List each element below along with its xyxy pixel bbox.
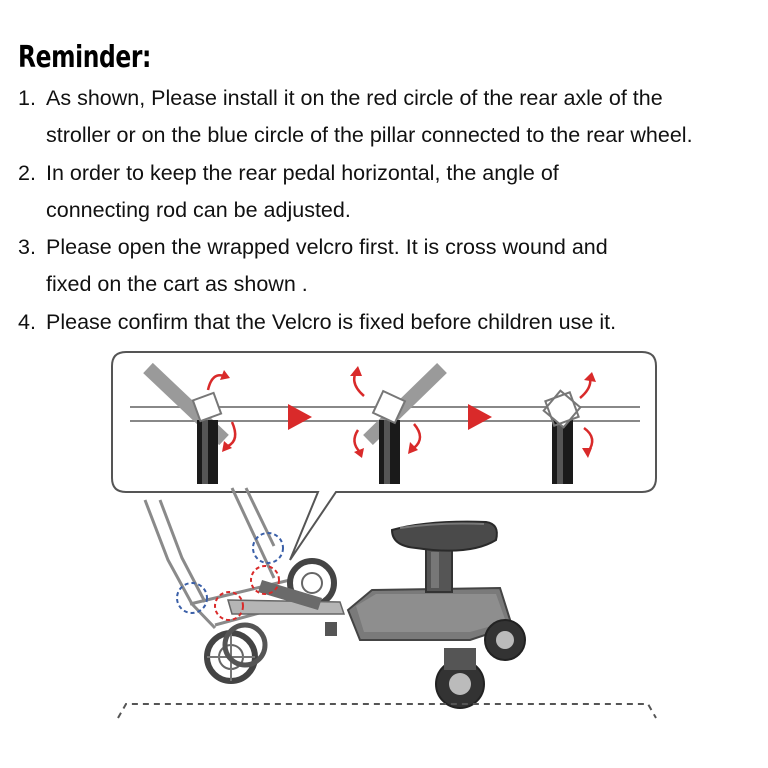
dashed-outline xyxy=(118,704,656,718)
item-text-line1: Please confirm that the Velcro is fixed before children use it. xyxy=(46,309,617,334)
item-number: 3. xyxy=(18,235,36,260)
item-text-line1: As shown, Please install it on the red circle of the rear axle of the xyxy=(46,86,663,110)
list-item xyxy=(18,229,763,304)
instruction-list xyxy=(18,80,763,341)
list-item xyxy=(18,80,763,155)
connecting-rod xyxy=(228,580,344,636)
installation-illustration xyxy=(0,340,768,768)
page-title: Reminder: xyxy=(18,40,151,75)
item-number: 4. xyxy=(18,309,36,334)
item-text-line2: stroller or on the blue circle of the pillar connected to the rear wheel. xyxy=(46,123,693,148)
item-text-line1: In order to keep the rear pedal horizontal, the angle of xyxy=(46,160,559,185)
riding-board-icon xyxy=(348,522,525,708)
item-text-line2: fixed on the cart as shown . xyxy=(46,272,308,297)
list-item xyxy=(18,304,763,341)
list-item xyxy=(18,155,763,230)
item-text-line2: connecting rod can be adjusted. xyxy=(46,197,351,222)
item-number: 2. xyxy=(18,160,36,185)
item-text-line1: Please open the wrapped velcro first. It is cross wound and xyxy=(46,235,608,260)
stroller-icon xyxy=(145,488,334,681)
item-number: 1. xyxy=(18,86,36,110)
